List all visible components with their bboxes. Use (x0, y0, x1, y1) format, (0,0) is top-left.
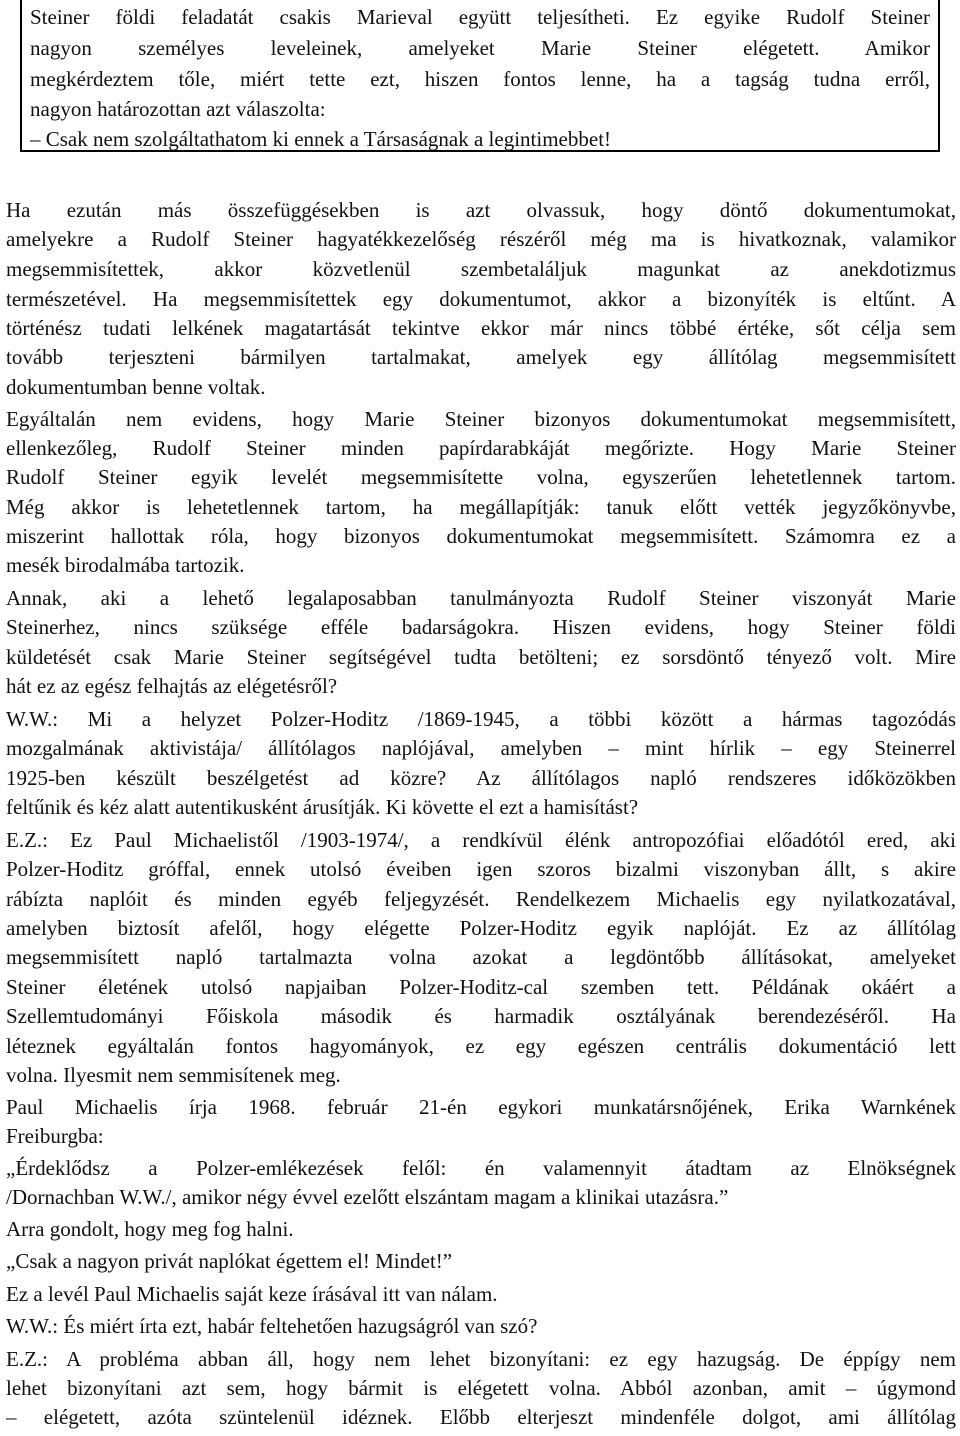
box-line: megkérdeztem tőle, miért tette ezt, hiszen fontos lenne, ha a tagság tudna erről, (30, 67, 930, 91)
body-line: történész tudati lelkének magatartását tekintve ekkor már nincs többé értéke, sőt célja sem (6, 316, 956, 340)
body-line: W.W.: Mi a helyzet Polzer-Hoditz /1869-1945, a többi között a hármas tagozódás (6, 707, 956, 731)
body-line: amelyben biztosít afelől, hogy elégette Polzer-Hoditz egyik naplóját. Ez az állítólag (6, 916, 956, 940)
body-line: küldetését csak Marie Steiner segítségével tudta betölteni; ez sorsdöntő tényező volt. Mire (6, 645, 956, 669)
body-line: dokumentumban benne voltak. (6, 375, 266, 399)
body-line: ellenkezőleg, Rudolf Steiner minden papírdarabkáját megőrizte. Hogy Marie Steiner (6, 436, 956, 460)
body-line: W.W.: És miért írta ezt, habár feltehetően hazugságról van szó? (6, 1314, 538, 1338)
body-line: volna. Ilyesmit nem semmisítenek meg. (6, 1063, 341, 1087)
body-line: Ez a levél Paul Michaelis saját keze írásával itt van nálam. (6, 1282, 498, 1306)
body-line: Arra gondolt, hogy meg fog halni. (6, 1217, 294, 1241)
box-line: nagyon személyes leveleinek, amelyeket Marie Steiner elégetett. Amikor (30, 36, 930, 60)
body-line: hát ez az egész felhajtás az elégetésről? (6, 674, 338, 698)
body-line: léteznek egyáltalán fontos hagyományok, ez egy egészen centrális dokumentáció lett (6, 1034, 956, 1058)
body-line: 1925-ben készült beszélgetést ad közre? Az állítólagos napló rendszeres időközökben (6, 766, 956, 790)
body-line: Még akkor is lehetetlennek tartom, ha megállapítják: tanuk előtt vették jegyzőkönyvbe, (6, 495, 956, 519)
body-line: amelyekre a Rudolf Steiner hagyatékkezelőség részéről még ma is hivatkoznak, valamikor (6, 227, 956, 251)
body-line: Steinerhez, nincs szüksége efféle badarságokra. Hiszen evidens, hogy Steiner földi (6, 615, 956, 639)
body-line: Steiner életének utolsó napjaiban Polzer-Hoditz-cal szemben tett. Példának okáért a (6, 975, 956, 999)
body-line: megsemmisítettek, akkor közvetlenül szembetaláljuk magunkat az anekdotizmus (6, 257, 956, 281)
body-line: mozgalmának aktivistája/ állítólagos naplójával, amelyben – mint hírlik – egy Steinerrel (6, 736, 956, 760)
box-line: – Csak nem szolgáltathatom ki ennek a Társaságnak a legintimebbet! (30, 127, 612, 151)
body-line: Szellemtudományi Főiskola második és harmadik osztályának berendezéséről. Ha (6, 1004, 956, 1028)
body-line: „Csak a nagyon privát naplókat égettem el! Mindet!” (6, 1249, 453, 1273)
body-line: mesék birodalmába tartozik. (6, 553, 245, 577)
body-line: rábízta naplóit és minden egyéb feljegyzését. Rendelkezem Michaelis egy nyilatkozatával, (6, 887, 956, 911)
body-line: Paul Michaelis írja 1968. február 21-én egykori munkatársnőjének, Erika Warnkének (6, 1095, 956, 1119)
box-line: Steiner földi feladatát csakis Marieval együtt teljesítheti. Ez egyike Rudolf Steiner (30, 5, 930, 29)
body-line: Polzer-Hoditz gróffal, ennek utolsó éveiben igen szoros bizalmi viszonyban állt, s akire (6, 857, 956, 881)
body-line: Freiburgba: (6, 1124, 104, 1148)
body-line: Rudolf Steiner egyik levelét megsemmisítette volna, egyszerűen lehetetlennek tartom. (6, 465, 956, 489)
quote-box (20, 0, 940, 152)
body-line: megsemmisített napló tartalmazta volna azokat a legdöntőbb állításokat, amelyeket (6, 945, 956, 969)
box-line: nagyon határozottan azt válaszolta: (30, 97, 326, 121)
body-line: – elégetett, azóta szüntelenül idéznek. Előbb elterjeszt mindenféle dolgot, ami állítólag (6, 1405, 956, 1429)
body-line: feltűnik és kéz alatt autentikusként árusítják. Ki követte el ezt a hamisítást? (6, 795, 639, 819)
body-line: Annak, aki a lehető legalaposabban tanulmányozta Rudolf Steiner viszonyát Marie (6, 586, 956, 610)
body-line: E.Z.: A probléma abban áll, hogy nem lehet bizonyítani: ez egy hazugság. De éppígy nem (6, 1347, 956, 1371)
body-line: Ha ezután más összefüggésekben is azt olvassuk, hogy döntő dokumentumokat, (6, 198, 956, 222)
body-line: lehet bizonyítani azt sem, hogy bármit is elégetett volna. Abból azonban, amit – úgymond (6, 1376, 956, 1400)
body-line: /Dornachban W.W./, amikor négy évvel ezelőtt elszántam magam a klinikai utazásra.” (6, 1185, 729, 1209)
body-line: természetével. Ha megsemmisítettek egy dokumentumot, akkor a bizonyíték is eltűnt. A (6, 287, 956, 311)
body-line: E.Z.: Ez Paul Michaelistől /1903-1974/, a rendkívül élénk antropozófiai előadótól ered, aki (6, 828, 956, 852)
body-line: miszerint hallottak róla, hogy bizonyos dokumentumokat megsemmisített. Számomra ez a (6, 524, 956, 548)
body-line: „Érdeklődsz a Polzer-emlékezések felől: én valamennyit átadtam az Elnökségnek (6, 1156, 956, 1180)
body-line: Egyáltalán nem evidens, hogy Marie Steiner bizonyos dokumentumokat megsemmisített, (6, 407, 956, 431)
body-line: tovább terjeszteni bármilyen tartalmakat, amelyek egy állítólag megsemmisített (6, 345, 956, 369)
